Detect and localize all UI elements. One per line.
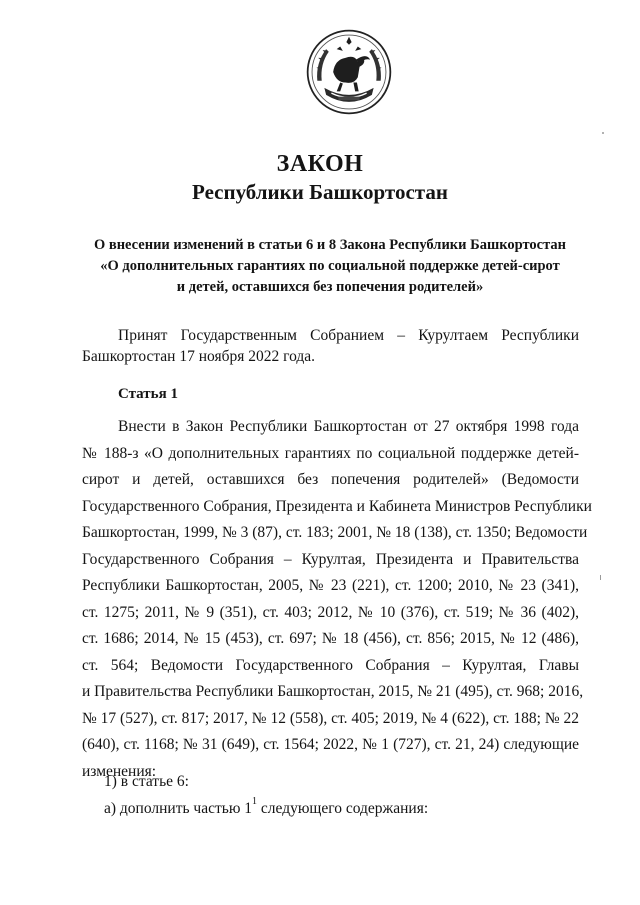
scan-speck [600, 575, 601, 580]
body-line: изменения: [82, 762, 157, 780]
body-line: сирот и детей, оставшихся без попечения родителей» (Ведомости [82, 471, 579, 488]
adoption-note [82, 325, 579, 367]
body-line: Республики Башкортостан, 2005, № 23 (221), ст. 1200; 2010, № 23 (341), [82, 577, 579, 594]
republic-title: Республики Башкортостан [192, 180, 448, 204]
list-item-a-text: а) дополнить частью 1 [104, 800, 253, 817]
law-heading [70, 235, 590, 298]
list-item-a-text-end: следующего содержания: [257, 800, 429, 817]
body-line: Государственного Собрания, Президента и Кабинета Министров Республики [82, 497, 592, 515]
document-type-title: ЗАКОН [276, 151, 364, 177]
body-line: № 17 (527), ст. 817; 2017, № 12 (558), ст. 405; 2019, № 4 (622), ст. 188; № 22 [82, 709, 580, 727]
law-heading-line: «О дополнительных гарантиях по социальной поддержке детей-сирот [100, 258, 560, 274]
body-line: Башкортостан, 1999, № 3 (87), ст. 183; 2001, № 18 (138), ст. 1350; Ведомости [82, 524, 588, 541]
body-line: (640), ст. 1168; № 31 (649), ст. 1564; 2022, № 1 (727), ст. 21, 24) следующие [82, 736, 579, 753]
adoption-note-line: Башкортостан 17 ноября 2022 года. [82, 348, 316, 365]
coat-of-arms-icon [305, 28, 393, 116]
superscript: 1 [252, 796, 258, 807]
law-heading-line: и детей, оставшихся без попечения родителей» [176, 279, 484, 295]
article-1-body [82, 414, 592, 785]
list-item-1: 1) в статье 6: [104, 773, 189, 790]
scan-speck [602, 132, 604, 134]
body-line: Государственного Собрания – Курултая, Президента и Правительства [82, 550, 579, 568]
law-heading-line: О внесении изменений в статьи 6 и 8 Закона Республики Башкортостан [93, 237, 567, 253]
body-line: № 188-з «О дополнительных гарантиях по социальной поддержке детей- [82, 444, 579, 462]
list-item-a [104, 796, 429, 818]
body-line: ст. 1686; 2014, № 15 (453), ст. 697; № 18 (456), ст. 856; 2015, № 12 (486), [82, 630, 579, 647]
body-line: ст. 564; Ведомости Государственного Собрания – Курултая, Главы [82, 656, 579, 674]
adoption-note-line: Принят Государственным Собранием – Курултаем Республики [118, 327, 579, 344]
body-line: и Правительства Республики Башкортостан, 2015, № 21 (495), ст. 968; 2016, [82, 683, 584, 700]
body-line: Внести в Закон Республики Башкортостан от 27 октября 1998 года [118, 418, 579, 435]
body-line: ст. 1275; 2011, № 9 (351), ст. 403; 2012, № 10 (376), ст. 519; № 36 (402), [82, 603, 579, 621]
article-1-title: Статья 1 [118, 386, 178, 402]
